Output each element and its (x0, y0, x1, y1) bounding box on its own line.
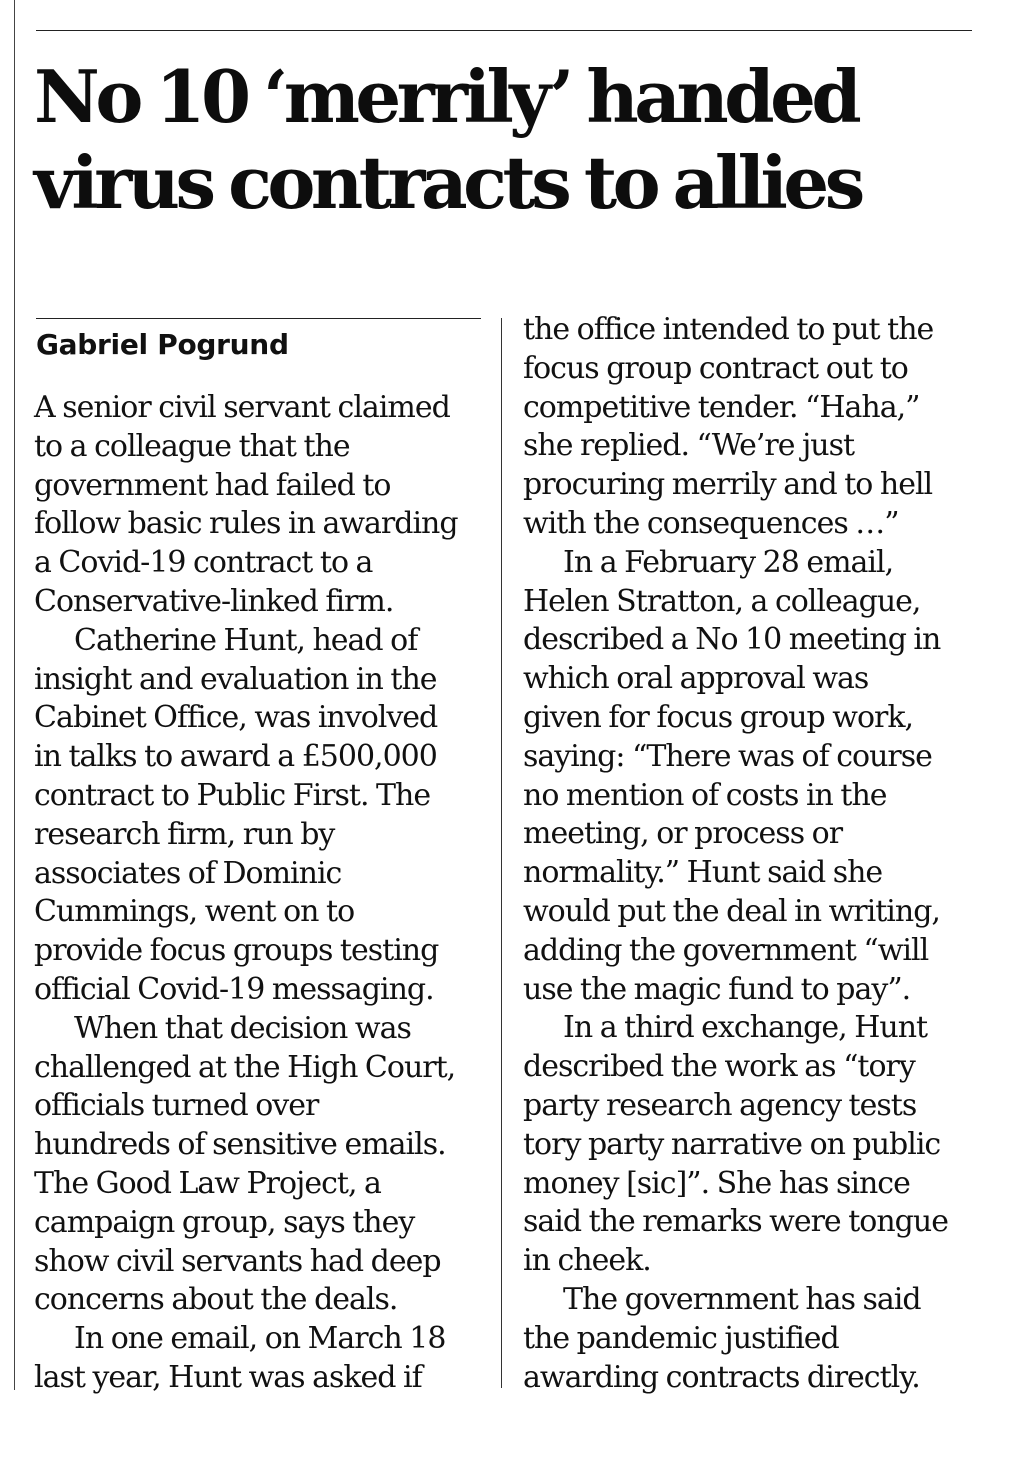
text-line: follow basic rules in awarding (34, 506, 458, 542)
text-line: In one email, on March 18 (74, 1321, 446, 1357)
column-divider (501, 318, 502, 1388)
text-line: the pandemic justified (523, 1320, 839, 1356)
left-column (34, 389, 484, 1398)
text-line: focus group contract out to (523, 350, 908, 386)
text-line: hundreds of sensitive emails. (34, 1127, 446, 1163)
text-line: government had failed to (34, 467, 391, 503)
text-line: awarding contracts directly. (523, 1359, 920, 1395)
headline (34, 54, 994, 226)
paragraph-6 (523, 544, 993, 1010)
text-line: Cabinet Office, was involved (34, 700, 438, 736)
paragraph-2 (34, 622, 484, 1010)
text-line: competitive tender. “Haha,” (523, 389, 920, 425)
text-line: A senior civil servant claimed (34, 390, 450, 425)
text-line: she replied. “We’re just (523, 428, 855, 464)
text-line: last year, Hunt was asked if (34, 1359, 422, 1395)
text-line: would put the deal in writing, (523, 893, 940, 929)
paragraph-3 (34, 1010, 484, 1320)
text-line: officials turned over (34, 1088, 319, 1124)
paragraph-8 (523, 1281, 993, 1397)
text-line: meeting, or process or (523, 816, 843, 852)
text-line: money [sic]”. She has since (523, 1165, 910, 1201)
right-column (523, 311, 993, 1397)
text-line: The Good Law Project, a (34, 1165, 381, 1201)
text-line: described the work as “tory (523, 1049, 915, 1085)
text-line: in cheek. (523, 1243, 651, 1279)
text-line: show civil servants had deep (34, 1243, 441, 1279)
text-line: official Covid-19 messaging. (34, 971, 434, 1007)
text-line: contract to Public First. The (34, 777, 431, 813)
text-line: in talks to award a £500,000 (34, 739, 437, 775)
text-line: a Covid-19 contract to a (34, 545, 373, 581)
text-line: Conservative-linked firm. (34, 583, 394, 619)
text-line: with the consequences …” (523, 505, 899, 541)
text-line: no mention of costs in the (523, 777, 887, 813)
text-line: Cummings, went on to (34, 894, 355, 930)
text-line: to a colleague that the (34, 428, 350, 464)
text-line: described a No 10 meeting in (523, 622, 941, 658)
byline-rule (36, 318, 481, 319)
text-line: insight and evaluation in the (34, 661, 437, 697)
headline-line-1: No 10 ‘merrily’ handed (34, 54, 858, 139)
byline: Gabriel Pogrund (36, 328, 289, 361)
text-line: research firm, run by (34, 816, 335, 852)
paragraph-1 (34, 389, 484, 622)
page-border-left (14, 0, 15, 1390)
paragraph-4 (34, 1320, 484, 1398)
text-line: When that decision was (74, 1010, 411, 1046)
paragraph-5 (523, 311, 993, 544)
text-line: Helen Stratton, a colleague, (523, 583, 921, 619)
top-rule (36, 30, 972, 31)
text-line: campaign group, says they (34, 1204, 415, 1240)
text-line: procuring merrily and to hell (523, 467, 933, 503)
text-line: use the magic fund to pay”. (523, 971, 911, 1007)
text-line: challenged at the High Court, (34, 1049, 456, 1085)
text-line: which oral approval was (523, 661, 869, 697)
text-line: party research agency tests (523, 1087, 917, 1123)
text-line: normality.” Hunt said she (523, 855, 883, 891)
text-line: saying: “There was of course (523, 738, 932, 774)
text-line: concerns about the deals. (34, 1282, 398, 1318)
text-line: Catherine Hunt, head of (74, 622, 418, 658)
text-line: associates of Dominic (34, 855, 342, 891)
paragraph-7 (523, 1009, 993, 1281)
text-line: given for focus group work, (523, 699, 914, 735)
text-line: adding the government “will (523, 932, 929, 968)
text-line: In a third exchange, Hunt (563, 1010, 928, 1046)
text-line: The government has said (563, 1281, 921, 1317)
text-line: the office intended to put the (523, 312, 934, 347)
text-line: In a February 28 email, (563, 544, 894, 580)
text-line: tory party narrative on public (523, 1126, 941, 1162)
text-line: said the remarks were tongue (523, 1204, 948, 1240)
text-line: provide focus groups testing (34, 933, 439, 969)
headline-line-2: virus contracts to allies (34, 140, 861, 225)
